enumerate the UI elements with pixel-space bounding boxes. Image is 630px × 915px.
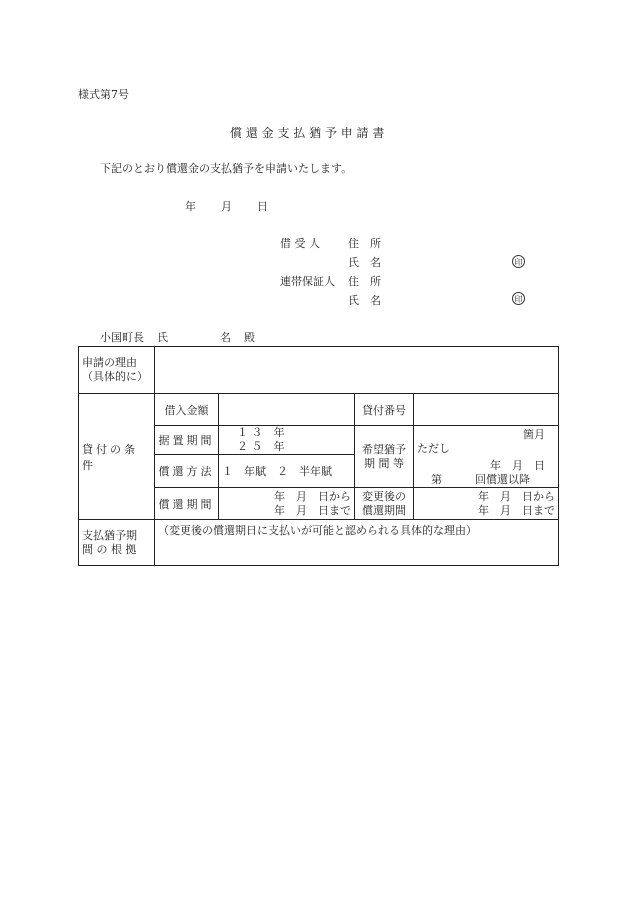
date-year: 年 [185, 200, 196, 213]
addressee-name-prefix: 氏 [157, 331, 168, 344]
desired-period-field[interactable] [414, 426, 559, 488]
grace-option-13[interactable]: １ ３ 年 [237, 426, 285, 440]
loan-amount-label: 借入金額 [155, 394, 219, 426]
basis-row [79, 520, 559, 566]
guarantor-label: 連帯保証人 [280, 275, 335, 288]
grace-option-25[interactable]: ２ ５ 年 [237, 440, 285, 454]
repay-period-until: 年 月 日まで [274, 503, 351, 517]
reason-label [79, 347, 155, 394]
basis-field[interactable] [155, 520, 559, 566]
guarantor-name-label: 氏 名 [348, 294, 381, 307]
basis-label-line1: 支払猶予期 [82, 528, 137, 542]
changed-label-line1: 変更後の [362, 489, 406, 503]
basis-note: （変更後の償還期日に支払いが可能と認められる具体的な理由） [158, 524, 477, 537]
page-title: 償 還 金 支 払 猶 予 申 請 書 [230, 126, 385, 140]
desired-from-nth: 第 回償還以降 [431, 473, 530, 486]
application-table [78, 346, 559, 566]
addressee-honorific: 殿 [244, 331, 255, 344]
guarantor-address-label: 住 所 [348, 275, 381, 288]
desired-period-label [355, 426, 414, 488]
basis-label [79, 520, 155, 566]
intro-text: 下記のとおり償還金の支払猶予を申請いたします。 [100, 162, 353, 175]
loan-number-label: 貸付番号 [355, 394, 414, 426]
repay-period-field[interactable] [219, 488, 355, 520]
reason-row [79, 347, 559, 394]
desired-however: ただし [417, 442, 450, 455]
loan-amount-field[interactable] [219, 394, 355, 426]
borrower-address-label: 住 所 [348, 237, 381, 250]
form-number: 様式第7号 [78, 88, 129, 101]
desired-label-line2: 期 間 等 [364, 456, 404, 470]
addressee-office: 小国町長 [100, 331, 144, 344]
changed-period-until: 年 月 日まで [478, 503, 555, 517]
reason-field[interactable] [155, 347, 559, 394]
borrower-label: 借 受 人 [280, 237, 320, 250]
reason-label-line1: 申請の理由 [82, 356, 137, 369]
addressee-name-suffix: 名 [220, 331, 231, 344]
date-month: 月 [221, 200, 232, 213]
guarantor-seal-icon: 印 [512, 292, 525, 305]
loan-number-field[interactable] [414, 394, 559, 426]
grace-period-options [219, 426, 355, 455]
repay-period-from: 年 月 日から [274, 489, 351, 503]
desired-months: 箇月 [523, 428, 545, 441]
changed-period-label [355, 488, 414, 520]
loan-amount-row [79, 394, 559, 426]
desired-date: 年 月 日 [490, 459, 545, 472]
date-day: 日 [257, 200, 268, 213]
reason-label-line2: （具体的に） [82, 370, 148, 383]
repay-method-label: 償還方法 [155, 455, 219, 488]
conditions-label: 貸付の条件 [79, 394, 155, 520]
changed-period-from: 年 月 日から [478, 489, 555, 503]
changed-period-field[interactable] [414, 488, 559, 520]
desired-label-line1: 希望猶予 [362, 442, 406, 456]
grace-period-label: 据置期間 [155, 426, 219, 455]
basis-label-line2: 間 の 根 拠 [82, 542, 137, 556]
repay-method-value[interactable]: １ 年賦 ２ 半年賦 [219, 455, 355, 488]
borrower-name-label: 氏 名 [348, 256, 381, 269]
repay-period-label: 償還期間 [155, 488, 219, 520]
changed-label-line2: 償還期間 [362, 503, 406, 517]
borrower-seal-icon: 印 [512, 255, 525, 268]
